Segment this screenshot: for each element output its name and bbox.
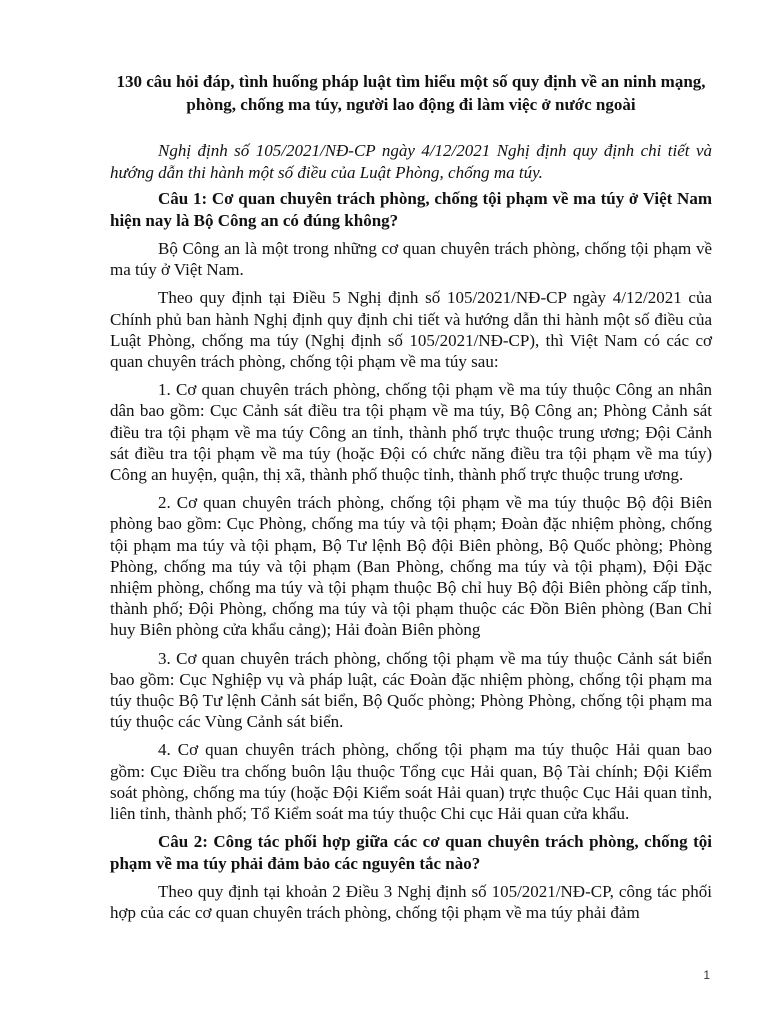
question-1-heading: Câu 1: Cơ quan chuyên trách phòng, chống tội phạm về ma túy ở Việt Nam hiện nay là Bộ Công an có đúng không? [110, 189, 712, 230]
answer-2-paragraph-1: Theo quy định tại khoản 2 Điều 3 Nghị định số 105/2021/NĐ-CP, công tác phối hợp của các cơ quan chuyên trách phòng, chống tội phạm về ma túy phải đảm [110, 882, 712, 923]
answer-1-item-4: 4. Cơ quan chuyên trách phòng, chống tội phạm ma túy thuộc Hải quan bao gồm: Cục Điều tra chống buôn lậu thuộc Tổng cục Hải quan, Bộ Tài chính; Đội Kiểm soát phòng, chống ma túy (hoặc Đội Kiểm soát Hải quan) trực thuộc Cục Hải quan tỉnh, liên tỉnh, thành phố; Tổ Kiểm soát ma túy thuộc Chi cục Hải quan cửa khẩu. [110, 740, 712, 824]
answer-1-item-3: 3. Cơ quan chuyên trách phòng, chống tội phạm về ma túy thuộc Cảnh sát biển bao gồm: Cục Nghiệp vụ và pháp luật, các Đoàn đặc nhiệm phòng, chống tội phạm ma túy thuộc Bộ Tư lệnh Cảnh sát biển, Bộ Quốc phòng; Phòng Phòng, chống tội phạm ma túy thuộc các Vùng Cảnh sát biển. [110, 648, 712, 732]
page-number: 1 [703, 968, 710, 982]
answer-1-item-1: 1. Cơ quan chuyên trách phòng, chống tội phạm về ma túy thuộc Công an nhân dân bao gồm: Cục Cảnh sát điều tra tội phạm về ma túy, Bộ Công an; Phòng Cảnh sát điều tra tội phạm về ma túy Công an tỉnh, thành phố trực thuộc trung ương; Đội Cảnh sát điều tra tội phạm về ma túy (hoặc Đội có chức năng điều tra tội phạm về ma túy) Công an huyện, quận, thị xã, thành phố thuộc tỉnh, thành phố trực thuộc trung ương. [110, 380, 712, 485]
intro-paragraph: Nghị định số 105/2021/NĐ-CP ngày 4/12/2021 Nghị định quy định chi tiết và hướng dẫn thi hành một số điều của Luật Phòng, chống ma túy. [110, 141, 712, 182]
answer-1-item-2: 2. Cơ quan chuyên trách phòng, chống tội phạm về ma túy thuộc Bộ đội Biên phòng bao gồm: Cục Phòng, chống ma túy và tội phạm; Đoàn đặc nhiệm phòng, chống tội phạm ma túy và tội phạm, Bộ Tư lệnh Bộ đội Biên phòng, Bộ Quốc phòng; Phòng Phòng, chống ma túy và tội phạm (Ban Phòng, chống ma túy và tội phạm), Đội Đặc nhiệm phòng, chống ma túy và tội phạm thuộc Bộ chỉ huy Bộ đội Biên phòng cấp tỉnh, thành phố; Đội Phòng, chống ma túy và tội phạm thuộc các Đồn Biên phòng (Ban Chỉ huy Biên phòng cửa khẩu cảng); Hải đoàn Biên phòng [110, 493, 712, 640]
document-title: 130 câu hỏi đáp, tình huống pháp luật tìm hiểu một số quy định về an ninh mạng, phòng, chống ma túy, người lao động đi làm việc ở nước ngoài [116, 72, 706, 114]
answer-1-paragraph-2: Theo quy định tại Điều 5 Nghị định số 105/2021/NĐ-CP ngày 4/12/2021 của Chính phủ ban hành Nghị định quy định chi tiết và hướng dẫn thi hành một số điều của Luật Phòng, chống ma túy (Nghị định số 105/2021/NĐ-CP), thì Việt Nam có các cơ quan chuyên trách phòng, chống tội phạm về ma túy sau: [110, 288, 712, 372]
question-2-heading: Câu 2: Công tác phối hợp giữa các cơ quan chuyên trách phòng, chống tội phạm về ma túy phải đảm bảo các nguyên tắc nào? [110, 832, 712, 874]
answer-1-paragraph-1: Bộ Công an là một trong những cơ quan chuyên trách phòng, chống tội phạm về ma túy ở Việt Nam. [110, 239, 712, 280]
